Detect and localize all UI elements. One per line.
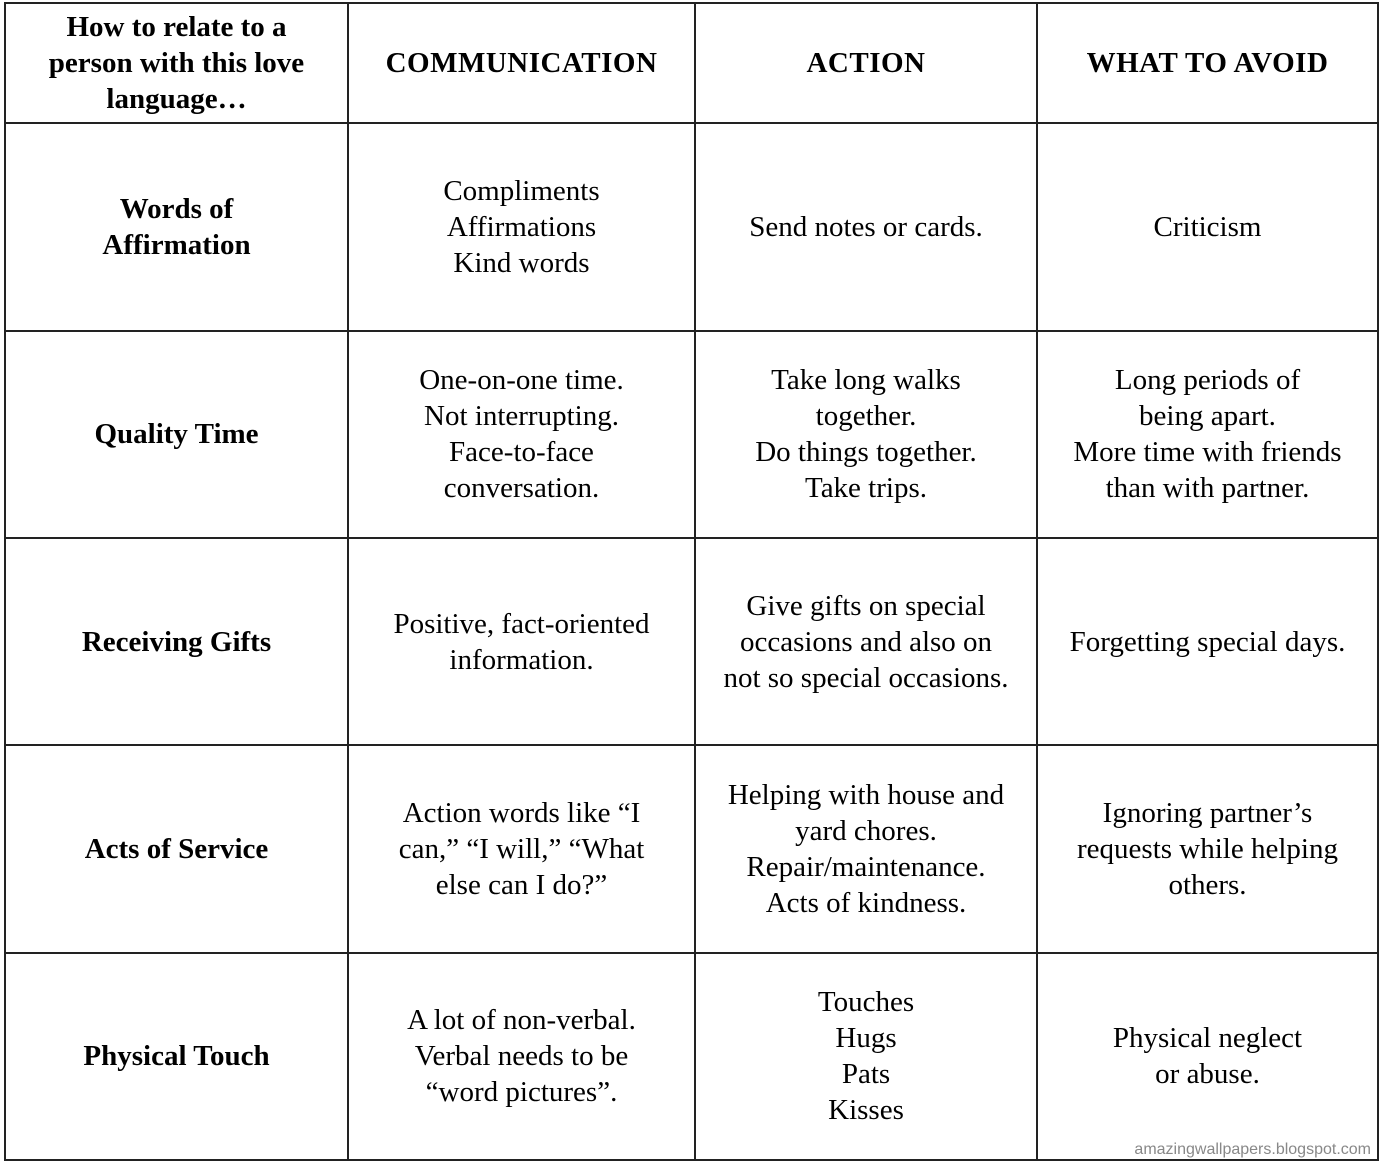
row-label-quality-time	[5, 331, 348, 538]
table-row	[5, 123, 1378, 330]
cell-line: together.	[815, 400, 917, 433]
communication-cell	[348, 953, 695, 1160]
cell-line: One-on-one time.	[419, 364, 624, 397]
cell-line: or abuse.	[1155, 1058, 1260, 1091]
row-label-line: Acts of Service	[84, 832, 269, 865]
row-label-line: Words of	[119, 192, 234, 225]
cell-line: being apart.	[1139, 400, 1276, 433]
love-language-table	[4, 2, 1379, 1161]
communication-cell	[348, 331, 695, 538]
header-line: How to relate to a	[66, 11, 287, 44]
action-cell	[695, 331, 1037, 538]
cell-line: yard chores.	[795, 814, 937, 847]
row-label-line: Affirmation	[102, 228, 251, 261]
table-row	[5, 953, 1378, 1160]
cell-line: Long periods of	[1114, 364, 1301, 397]
avoid-cell	[1037, 331, 1378, 538]
table-row	[5, 538, 1378, 745]
cell-line: Kind words	[453, 246, 590, 279]
cell-line: Kisses	[828, 1094, 904, 1127]
cell-line: requests while helping	[1077, 832, 1338, 865]
cell-line: Pats	[841, 1058, 891, 1091]
header-line: language…	[106, 83, 247, 116]
action-cell	[695, 953, 1037, 1160]
row-label-physical-touch	[5, 953, 348, 1160]
header-row	[5, 3, 1378, 123]
watermark-text: amazingwallpapers.blogspot.com	[1134, 1141, 1371, 1158]
header-line: person with this love	[48, 47, 305, 80]
avoid-cell	[1037, 123, 1378, 330]
row-label-line: Receiving Gifts	[81, 625, 272, 658]
cell-line: Forgetting special days.	[1069, 625, 1346, 658]
cell-line: occasions and also on	[739, 625, 993, 658]
row-label-words-of-affirmation	[5, 123, 348, 330]
cell-line: conversation.	[443, 472, 600, 505]
cell-line: More time with friends	[1073, 436, 1342, 469]
cell-line: Physical neglect	[1112, 1022, 1303, 1055]
row-label-line: Quality Time	[94, 418, 259, 451]
cell-line: Acts of kindness.	[765, 886, 967, 919]
header-how-to-relate	[5, 3, 348, 123]
communication-cell	[348, 123, 695, 330]
cell-line: Criticism	[1153, 210, 1262, 243]
table-row	[5, 331, 1378, 538]
cell-line: information.	[449, 643, 594, 676]
action-cell	[695, 123, 1037, 330]
cell-line: Positive, fact-oriented	[393, 607, 650, 640]
header-communication: COMMUNICATION	[348, 3, 695, 123]
cell-line: Face-to-face	[449, 436, 594, 469]
cell-line: than with partner.	[1105, 472, 1310, 505]
cell-line: else can I do?”	[435, 868, 608, 901]
cell-line: Affirmations	[446, 210, 597, 243]
cell-line: A lot of non-verbal.	[407, 1004, 636, 1037]
action-cell	[695, 538, 1037, 745]
cell-line: Touches	[817, 986, 915, 1019]
avoid-cell	[1037, 745, 1378, 952]
header-what-to-avoid: WHAT TO AVOID	[1037, 3, 1378, 123]
cell-line: Helping with house and	[727, 778, 1005, 811]
cell-line: Action words like “I	[402, 796, 641, 829]
communication-cell	[348, 745, 695, 952]
avoid-cell	[1037, 538, 1378, 745]
cell-line: Verbal needs to be	[414, 1040, 629, 1073]
row-label-acts-of-service	[5, 745, 348, 952]
cell-line: can,” “I will,” “What	[398, 832, 645, 865]
cell-line: Take long walks	[771, 364, 961, 397]
cell-line: Do things together.	[755, 436, 977, 469]
cell-line: Repair/maintenance.	[746, 850, 986, 883]
cell-line: not so special occasions.	[723, 661, 1009, 694]
cell-line: Take trips.	[805, 472, 927, 505]
header-action: ACTION	[695, 3, 1037, 123]
cell-line: Compliments	[443, 174, 600, 207]
cell-line: Give gifts on special	[746, 589, 986, 622]
avoid-cell	[1037, 953, 1378, 1160]
row-label-line: Physical Touch	[83, 1040, 270, 1073]
cell-line: Send notes or cards.	[749, 210, 983, 243]
cell-line: Ignoring partner’s	[1102, 796, 1313, 829]
cell-line: Hugs	[835, 1022, 897, 1055]
action-cell	[695, 745, 1037, 952]
row-label-receiving-gifts	[5, 538, 348, 745]
cell-line: others.	[1168, 868, 1247, 901]
communication-cell	[348, 538, 695, 745]
cell-line: Not interrupting.	[424, 400, 619, 433]
cell-line: “word pictures”.	[425, 1076, 618, 1109]
table-row	[5, 745, 1378, 952]
